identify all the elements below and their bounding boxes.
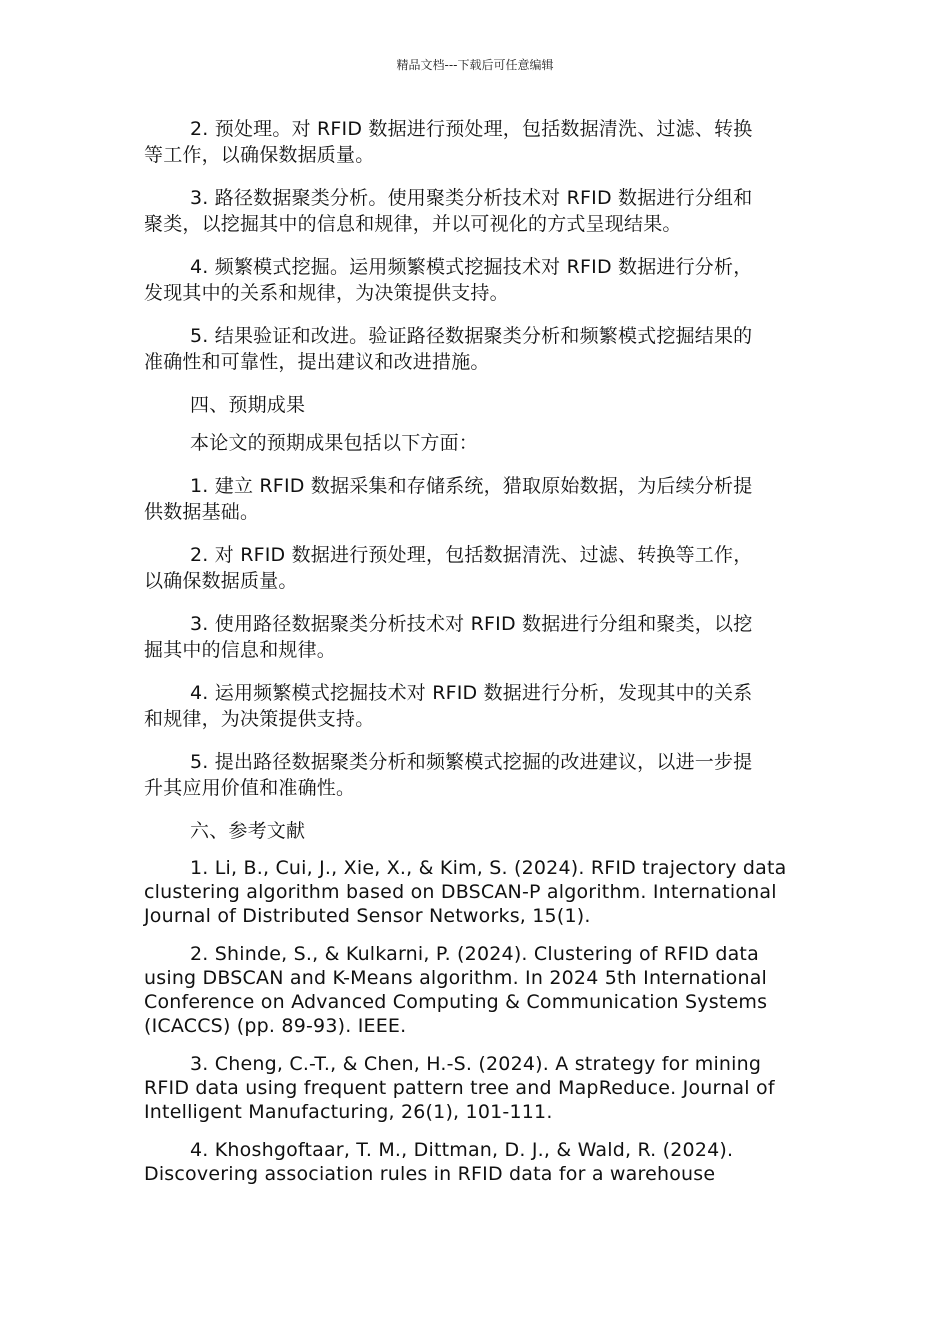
reference-item: 3. Cheng, C.-T., & Chen, H.-S. (2024). A strategy for mining RFID data using frequent pattern tree and MapReduce. Journal of Intelligent Manufacturing, 26(1), 101-111. <box>144 1053 775 1123</box>
expected-result-item: 3. 使用路径数据聚类分析技术对 RFID 数据进行分组和聚类，以挖 掘其中的信息和规律。 <box>144 613 753 661</box>
section-heading-expected-results: 四、预期成果 <box>190 394 306 416</box>
paragraph-clustering-analysis: 3. 路径数据聚类分析。使用聚类分析技术对 RFID 数据进行分组和 聚类，以挖掘其中的信息和规律，并以可视化的方式呈现结果。 <box>144 187 753 235</box>
reference-item: 4. Khoshgoftaar, T. M., Dittman, D. J., & Wald, R. (2024). Discovering association rules in RFID data for a warehouse <box>144 1139 734 1185</box>
expected-result-item: 1. 建立 RFID 数据采集和存储系统，猎取原始数据，为后续分析提 供数据基础。 <box>144 475 753 523</box>
expected-result-item: 2. 对 RFID 数据进行预处理，包括数据清洗、过滤、转换等工作， 以确保数据质量。 <box>144 544 753 592</box>
paragraph-expected-results-intro: 本论文的预期成果包括以下方面： <box>190 432 479 454</box>
page-header: 精品文档---下载后可任意编辑 <box>396 58 554 72</box>
paragraph-preprocessing: 2. 预处理。对 RFID 数据进行预处理，包括数据清洗、过滤、转换 等工作，以确保数据质量。 <box>144 118 753 166</box>
document-body <box>144 116 808 1200</box>
paragraph-result-validation: 5. 结果验证和改进。验证路径数据聚类分析和频繁模式挖掘结果的 准确性和可靠性，提出建议和改进措施。 <box>144 325 753 373</box>
section-heading-references: 六、参考文献 <box>190 820 306 842</box>
expected-result-item: 4. 运用频繁模式挖掘技术对 RFID 数据进行分析，发现其中的关系 和规律，为决策提供支持。 <box>144 682 753 730</box>
paragraph-frequent-pattern-mining: 4. 频繁模式挖掘。运用频繁模式挖掘技术对 RFID 数据进行分析， 发现其中的关系和规律，为决策提供支持。 <box>144 256 753 304</box>
reference-item: 1. Li, B., Cui, J., Xie, X., & Kim, S. (2024). RFID trajectory data clustering algorithm based on DBSCAN-P algorithm. International Journal of Distributed Sensor Networks, 15(1). <box>144 857 787 927</box>
reference-item: 2. Shinde, S., & Kulkarni, P. (2024). Clustering of RFID data using DBSCAN and K-Means algorithm. In 2024 5th International Conference on Advanced Computing & Communication Systems (ICACCS) (pp. 89-93). IEEE. <box>144 943 768 1037</box>
expected-result-item: 5. 提出路径数据聚类分析和频繁模式挖掘的改进建议，以进一步提 升其应用价值和准确性。 <box>144 751 753 799</box>
